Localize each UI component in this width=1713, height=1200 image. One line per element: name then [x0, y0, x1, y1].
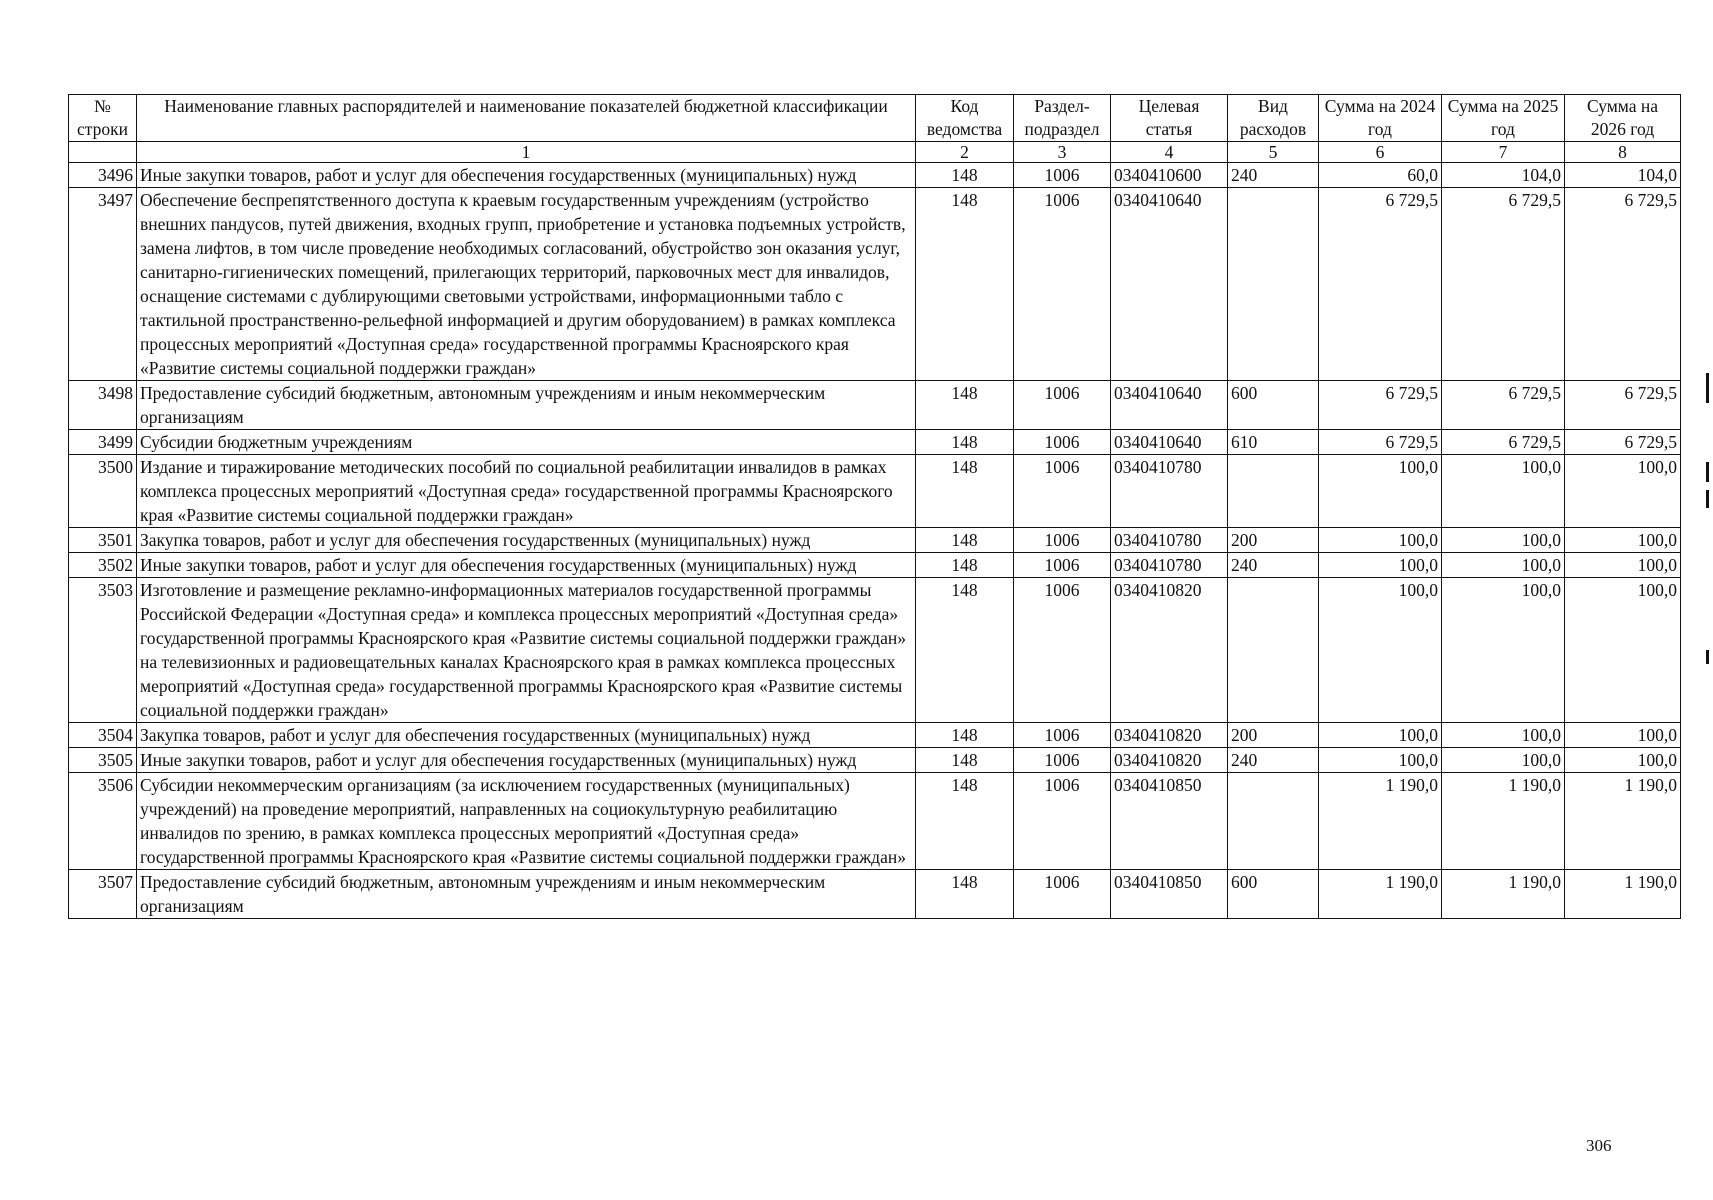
row-sum-2025: 100,0	[1442, 723, 1565, 748]
row-name: Субсидии некоммерческим организациям (за исключением государственных (муниципальных) учреждений) на проведение мероприятий, направленных на социокультурную реабилитацию инвалидов по зрению, в рамках комплекса процессных мероприятий «Доступная среда» государственной программы Красноярского края «Развитие системы социальной поддержки граждан»	[137, 773, 916, 870]
row-sum-2026: 100,0	[1565, 723, 1681, 748]
row-sum-2024: 60,0	[1319, 163, 1442, 188]
header-expense-type: Вид расходов	[1228, 95, 1319, 142]
row-name: Субсидии бюджетным учреждениям	[137, 430, 916, 455]
row-dept-code: 148	[916, 381, 1014, 430]
budget-table	[68, 94, 1681, 919]
row-sum-2026: 6 729,5	[1565, 430, 1681, 455]
row-target-item: 0340410820	[1111, 578, 1228, 723]
row-dept-code: 148	[916, 748, 1014, 773]
row-name: Предоставление субсидий бюджетным, автономным учреждениям и иным некоммерческим организациям	[137, 381, 916, 430]
row-expense-type: 200	[1228, 723, 1319, 748]
row-target-item: 0340410820	[1111, 748, 1228, 773]
column-number: 5	[1228, 142, 1319, 163]
table-row	[69, 528, 1681, 553]
row-target-item: 0340410640	[1111, 381, 1228, 430]
table-row	[69, 163, 1681, 188]
table-header	[69, 95, 1681, 163]
row-section: 1006	[1014, 578, 1111, 723]
row-expense-type: 240	[1228, 748, 1319, 773]
row-sum-2024: 6 729,5	[1319, 188, 1442, 381]
row-sum-2026: 6 729,5	[1565, 381, 1681, 430]
row-number: 3507	[69, 870, 137, 919]
table-row	[69, 578, 1681, 723]
row-number: 3506	[69, 773, 137, 870]
row-expense-type: 240	[1228, 163, 1319, 188]
table-row	[69, 870, 1681, 919]
row-sum-2025: 1 190,0	[1442, 773, 1565, 870]
row-section: 1006	[1014, 748, 1111, 773]
row-section: 1006	[1014, 381, 1111, 430]
scan-margin-mark	[1706, 490, 1709, 508]
row-section: 1006	[1014, 455, 1111, 528]
row-expense-type: 240	[1228, 553, 1319, 578]
row-target-item: 0340410850	[1111, 773, 1228, 870]
row-target-item: 0340410850	[1111, 870, 1228, 919]
column-number: 1	[137, 142, 916, 163]
row-name: Издание и тиражирование методических пособий по социальной реабилитации инвалидов в рамках комплекса процессных мероприятий «Доступная среда» государственной программы Красноярского края «Развитие системы социальной поддержки граждан»	[137, 455, 916, 528]
row-sum-2024: 100,0	[1319, 455, 1442, 528]
header-target-item: Целевая статья	[1111, 95, 1228, 142]
row-expense-type: 610	[1228, 430, 1319, 455]
scan-margin-mark	[1706, 373, 1709, 403]
row-sum-2025: 104,0	[1442, 163, 1565, 188]
row-sum-2025: 6 729,5	[1442, 188, 1565, 381]
row-section: 1006	[1014, 188, 1111, 381]
header-row-number: № строки	[69, 95, 137, 142]
row-number: 3505	[69, 748, 137, 773]
row-dept-code: 148	[916, 455, 1014, 528]
row-sum-2025: 100,0	[1442, 455, 1565, 528]
table-body	[69, 163, 1681, 919]
table-row	[69, 381, 1681, 430]
row-section: 1006	[1014, 870, 1111, 919]
column-number: 8	[1565, 142, 1681, 163]
row-name: Изготовление и размещение рекламно-информационных материалов государственной программы Российской Федерации «Доступная среда» и комплекса процессных мероприятий «Доступная среда» государственной программы Красноярского края «Развитие системы социальной поддержки граждан» на телевизионных и радиовещательных каналах Красноярского края в рамках комплекса процессных мероприятий «Доступная среда» государственной программы Красноярского края «Развитие системы социальной поддержки граждан»	[137, 578, 916, 723]
row-expense-type	[1228, 188, 1319, 381]
row-section: 1006	[1014, 553, 1111, 578]
row-target-item: 0340410640	[1111, 188, 1228, 381]
row-sum-2026: 100,0	[1565, 528, 1681, 553]
row-name: Иные закупки товаров, работ и услуг для обеспечения государственных (муниципальных) нужд	[137, 553, 916, 578]
column-number: 7	[1442, 142, 1565, 163]
row-sum-2024: 100,0	[1319, 748, 1442, 773]
column-number: 2	[916, 142, 1014, 163]
row-section: 1006	[1014, 528, 1111, 553]
row-dept-code: 148	[916, 528, 1014, 553]
row-expense-type: 200	[1228, 528, 1319, 553]
row-sum-2025: 100,0	[1442, 748, 1565, 773]
header-sum-2025: Сумма на 2025 год	[1442, 95, 1565, 142]
row-target-item: 0340410640	[1111, 430, 1228, 455]
row-expense-type	[1228, 773, 1319, 870]
row-sum-2025: 6 729,5	[1442, 381, 1565, 430]
row-sum-2026: 100,0	[1565, 748, 1681, 773]
table-row	[69, 773, 1681, 870]
row-number: 3497	[69, 188, 137, 381]
header-section: Раздел-подраздел	[1014, 95, 1111, 142]
row-target-item: 0340410600	[1111, 163, 1228, 188]
row-expense-type	[1228, 455, 1319, 528]
row-sum-2025: 100,0	[1442, 528, 1565, 553]
row-number: 3504	[69, 723, 137, 748]
row-sum-2024: 6 729,5	[1319, 430, 1442, 455]
row-dept-code: 148	[916, 870, 1014, 919]
row-name: Закупка товаров, работ и услуг для обеспечения государственных (муниципальных) нужд	[137, 528, 916, 553]
table-row	[69, 188, 1681, 381]
row-name: Иные закупки товаров, работ и услуг для обеспечения государственных (муниципальных) нужд	[137, 748, 916, 773]
row-dept-code: 148	[916, 553, 1014, 578]
row-expense-type: 600	[1228, 381, 1319, 430]
row-dept-code: 148	[916, 578, 1014, 723]
row-name: Иные закупки товаров, работ и услуг для обеспечения государственных (муниципальных) нужд	[137, 163, 916, 188]
column-number: 6	[1319, 142, 1442, 163]
column-number	[69, 142, 137, 163]
row-expense-type: 600	[1228, 870, 1319, 919]
row-sum-2024: 1 190,0	[1319, 870, 1442, 919]
row-target-item: 0340410780	[1111, 455, 1228, 528]
row-number: 3500	[69, 455, 137, 528]
row-target-item: 0340410780	[1111, 528, 1228, 553]
header-row	[69, 95, 1681, 142]
row-dept-code: 148	[916, 188, 1014, 381]
row-sum-2026: 100,0	[1565, 455, 1681, 528]
row-sum-2026: 1 190,0	[1565, 870, 1681, 919]
row-section: 1006	[1014, 163, 1111, 188]
row-target-item: 0340410780	[1111, 553, 1228, 578]
row-section: 1006	[1014, 723, 1111, 748]
table-row	[69, 430, 1681, 455]
row-sum-2026: 6 729,5	[1565, 188, 1681, 381]
row-dept-code: 148	[916, 773, 1014, 870]
row-sum-2025: 100,0	[1442, 578, 1565, 723]
row-sum-2025: 1 190,0	[1442, 870, 1565, 919]
row-dept-code: 148	[916, 430, 1014, 455]
column-number-row	[69, 142, 1681, 163]
header-dept-code: Код ведомства	[916, 95, 1014, 142]
page-number: 306	[1586, 1136, 1612, 1155]
row-name: Предоставление субсидий бюджетным, автономным учреждениям и иным некоммерческим организациям	[137, 870, 916, 919]
row-number: 3501	[69, 528, 137, 553]
row-sum-2024: 100,0	[1319, 528, 1442, 553]
row-dept-code: 148	[916, 163, 1014, 188]
scan-margin-mark	[1706, 462, 1709, 482]
row-section: 1006	[1014, 773, 1111, 870]
row-sum-2025: 6 729,5	[1442, 430, 1565, 455]
row-sum-2024: 1 190,0	[1319, 773, 1442, 870]
header-sum-2024: Сумма на 2024 год	[1319, 95, 1442, 142]
row-name: Закупка товаров, работ и услуг для обеспечения государственных (муниципальных) нужд	[137, 723, 916, 748]
column-number: 4	[1111, 142, 1228, 163]
row-sum-2024: 6 729,5	[1319, 381, 1442, 430]
scan-margin-mark	[1706, 650, 1709, 664]
header-sum-2026: Сумма на 2026 год	[1565, 95, 1681, 142]
row-target-item: 0340410820	[1111, 723, 1228, 748]
header-name: Наименование главных распорядителей и наименование показателей бюджетной классификации	[137, 95, 916, 142]
row-section: 1006	[1014, 430, 1111, 455]
row-dept-code: 148	[916, 723, 1014, 748]
column-number: 3	[1014, 142, 1111, 163]
row-sum-2026: 100,0	[1565, 553, 1681, 578]
row-sum-2026: 104,0	[1565, 163, 1681, 188]
row-expense-type	[1228, 578, 1319, 723]
row-sum-2024: 100,0	[1319, 553, 1442, 578]
table-row	[69, 723, 1681, 748]
row-sum-2026: 1 190,0	[1565, 773, 1681, 870]
row-sum-2025: 100,0	[1442, 553, 1565, 578]
table-row	[69, 553, 1681, 578]
row-name: Обеспечение беспрепятственного доступа к краевым государственным учреждениям (устройство внешних пандусов, путей движения, входных групп, приобретение и установка подъемных устройств, замена лифтов, в том числе проведение необходимых согласований, обустройство зон оказания услуг, санитарно-гигиенических помещений, прилегающих территорий, парковочных мест для инвалидов, оснащение системами с дублирующими световыми устройствами, информационными табло с тактильной пространственно-рельефной информацией и другим оборудованием) в рамках комплекса процессных мероприятий «Доступная среда» государственной программы Красноярского края «Развитие системы социальной поддержки граждан»	[137, 188, 916, 381]
row-number: 3503	[69, 578, 137, 723]
row-sum-2024: 100,0	[1319, 578, 1442, 723]
row-number: 3502	[69, 553, 137, 578]
table-row	[69, 748, 1681, 773]
row-sum-2024: 100,0	[1319, 723, 1442, 748]
row-number: 3499	[69, 430, 137, 455]
row-number: 3498	[69, 381, 137, 430]
table-row	[69, 455, 1681, 528]
row-sum-2026: 100,0	[1565, 578, 1681, 723]
row-number: 3496	[69, 163, 137, 188]
